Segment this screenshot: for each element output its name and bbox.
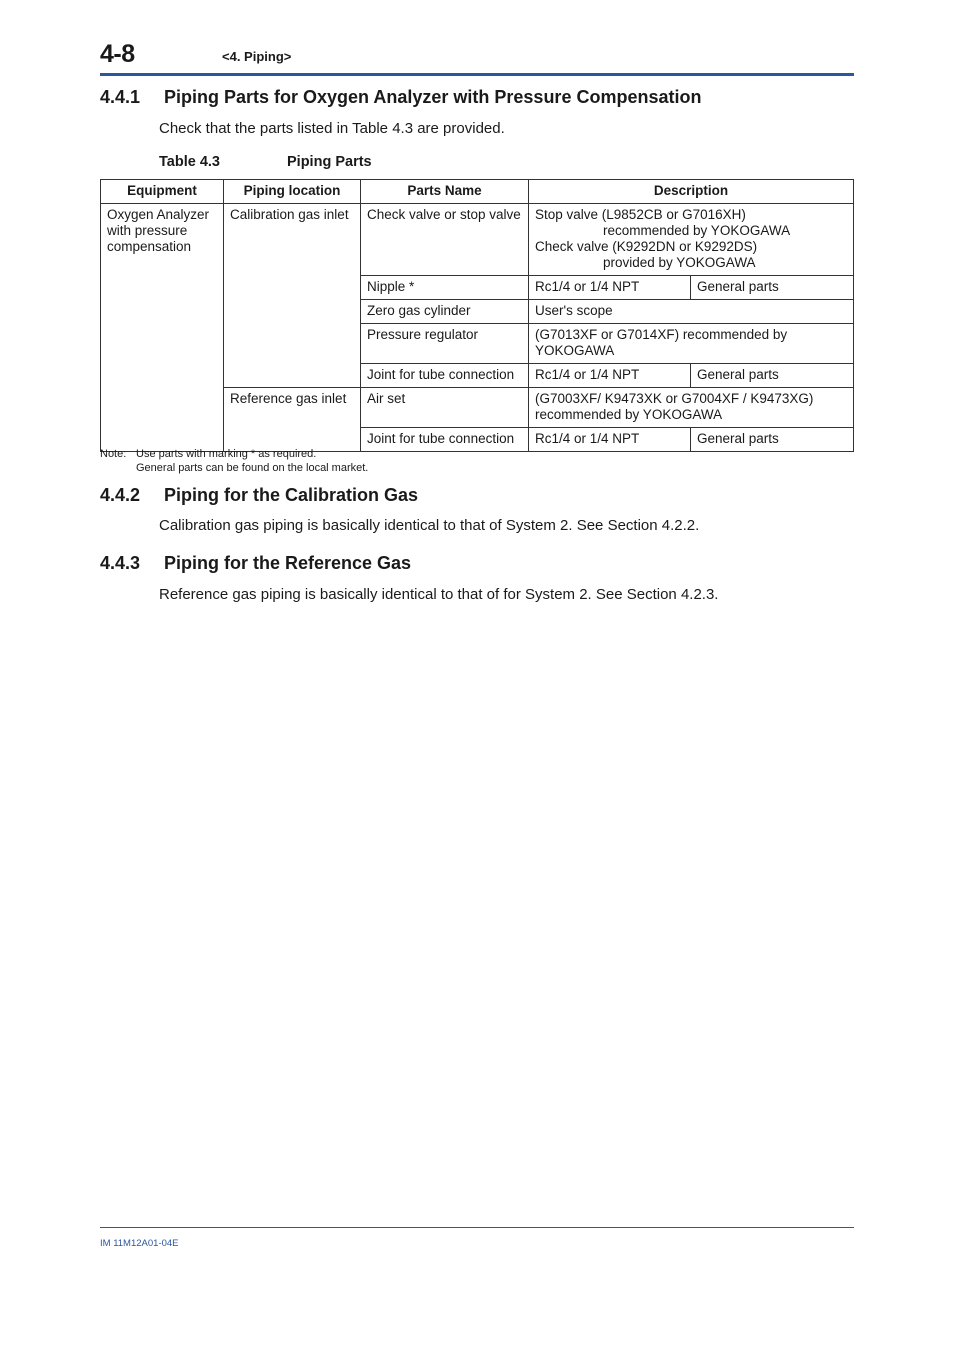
piping-parts-table (100, 179, 854, 452)
col-header-equipment: Equipment (101, 180, 224, 204)
table-title: Piping Parts (287, 154, 372, 170)
section-body: Calibration gas piping is basically identical to that of System 2. See Section 4.2.2. (159, 517, 700, 534)
part-cell: Zero gas cylinder (361, 300, 529, 324)
section-heading-4-4-3 (100, 553, 411, 574)
description-cell: Stop valve (L9852CB or G7016XH) recommended by YOKOGAWA Check valve (K9292DN or K9292DS) provided by YOKOGAWA (529, 204, 854, 276)
section-heading-4-4-2 (100, 485, 418, 506)
description-cell: User's scope (529, 300, 854, 324)
table-caption (159, 154, 372, 170)
location-calibration-cell: Calibration gas inlet (224, 204, 361, 388)
header-divider (100, 73, 854, 76)
description-cell: Rc1/4 or 1/4 NPT (529, 428, 691, 452)
table-note (100, 447, 368, 475)
col-header-parts: Parts Name (361, 180, 529, 204)
note-line-2: General parts can be found on the local market. (136, 462, 369, 474)
note-line-1: Use parts with marking * as required. (136, 448, 317, 460)
col-header-description: Description (529, 180, 854, 204)
page-header (100, 38, 854, 76)
document-id: IM 11M12A01-04E (100, 1238, 179, 1249)
page-number: 4-8 (100, 40, 135, 68)
footer-divider (100, 1227, 854, 1228)
part-cell: Check valve or stop valve (361, 204, 529, 276)
section-intro: Check that the parts listed in Table 4.3 are provided. (159, 120, 505, 137)
equipment-cell: Oxygen Analyzer with pressure compensation (101, 204, 224, 452)
part-cell: Pressure regulator (361, 324, 529, 364)
part-cell: Joint for tube connection (361, 428, 529, 452)
section-title: Piping Parts for Oxygen Analyzer with Pressure Compensation (164, 87, 702, 107)
table-number: Table 4.3 (159, 154, 220, 170)
note-label: Note: (100, 448, 127, 460)
part-cell: Nipple * (361, 276, 529, 300)
part-cell: Air set (361, 388, 529, 428)
description-cell: (G7013XF or G7014XF) recommended by YOKOGAWA (529, 324, 854, 364)
section-title: Piping for the Calibration Gas (164, 485, 419, 505)
description-cell: (G7003XF/ K9473XK or G7004XF / K9473XG) recommended by YOKOGAWA (529, 388, 854, 428)
section-heading-4-4-1 (100, 87, 701, 108)
chapter-reference: <4. Piping> (222, 49, 292, 64)
description-cell: Rc1/4 or 1/4 NPT (529, 276, 691, 300)
section-number: 4.4.1 (100, 87, 141, 107)
table-row (101, 204, 854, 276)
remark-cell: General parts (691, 364, 854, 388)
section-number: 4.4.2 (100, 485, 141, 505)
location-reference-cell: Reference gas inlet (224, 388, 361, 452)
description-cell: Rc1/4 or 1/4 NPT (529, 364, 691, 388)
section-body: Reference gas piping is basically identical to that of for System 2. See Section 4.2.3. (159, 586, 719, 603)
remark-cell: General parts (691, 276, 854, 300)
col-header-location: Piping location (224, 180, 361, 204)
table-header-row (101, 180, 854, 204)
section-title: Piping for the Reference Gas (164, 553, 412, 573)
remark-cell: General parts (691, 428, 854, 452)
part-cell: Joint for tube connection (361, 364, 529, 388)
section-number: 4.4.3 (100, 553, 141, 573)
